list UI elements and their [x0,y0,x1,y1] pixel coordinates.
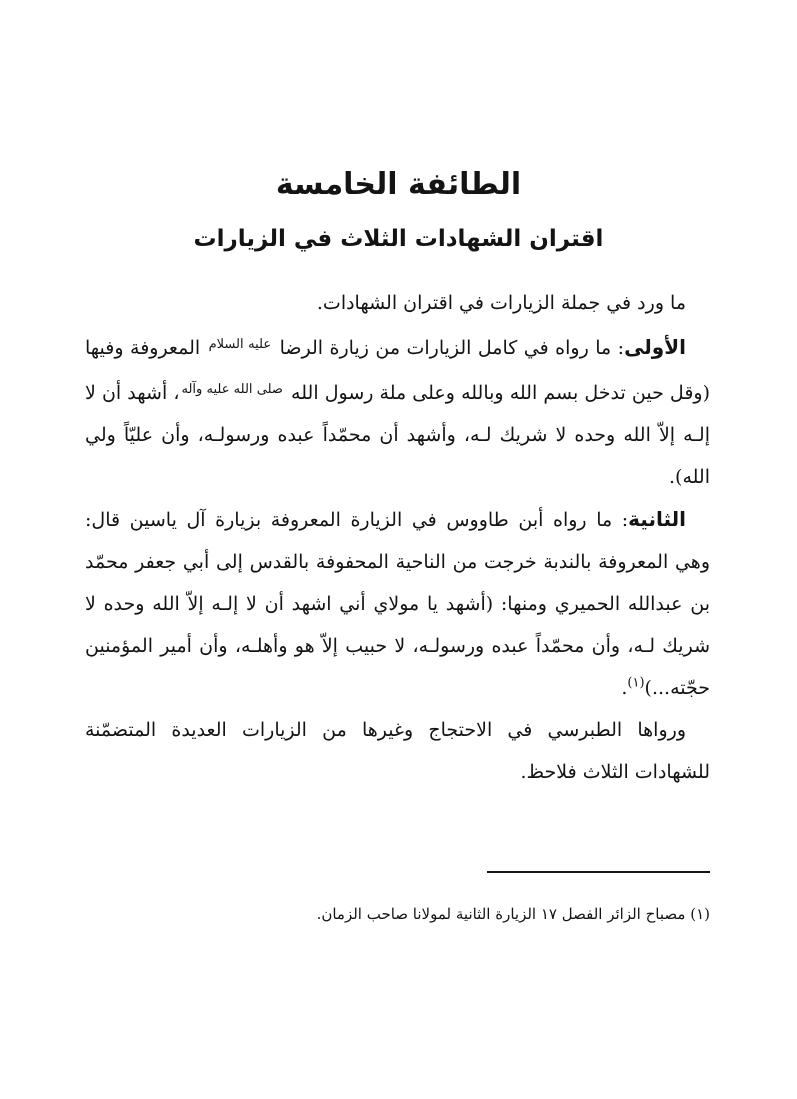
paragraph-second: الثانية: ما رواه أبن طاووس في الزيارة المعروفة بزيارة آل ياسين قال: وهي المعروفة بالندبة خرجت من الناحية المحفوفة بالقدس إلى أبي جعفر محمّد بن عبدالله الحميري ومنها: (أشهد يا مولاي أني اشهد أن لا إلـه إلاّ الله وحده لا شريك لـه، وأن محمّداً عبده ورسولـه، لا حبيب إلاّ هو وأهلـه، وأن أمير المؤمنين حجّته...)$^{(١)}$. [85,507,710,699]
footnote-text: مصباح الزائر الفصل ١٧ الزيارة الثانية لمولانا صاحب الزمان. [316,905,686,923]
first-text-1: : ما رواه في كامل الزيارات من زيارة الرضا [279,337,625,359]
footnote [85,901,710,927]
intro-paragraph: ما ورد في جملة الزيارات في اقتران الشهادات. [316,292,686,314]
honorific-ligature-2: صلى الله عليه وآله [181,382,283,397]
second-text: : ما رواه أبن طاووس في الزيارة المعروفة بزيارة آل ياسين قال: وهي المعروفة بالندبة خرجت من الناحية المحفوفة بالقدس إلى أبي جعفر محمّد بن عبدالله الحميري ومنها: (أشهد يا مولاي أني اشهد أن لا إلـه إلاّ الله وحده لا شريك لـه، وأن محمّداً عبده ورسولـه، لا حبيب إلاّ هو وأهلـه، وأن أمير المؤمنين حجّته...) [85,509,710,699]
footnote-reference: (١) [627,675,645,691]
footnote-divider [487,871,710,873]
first-text-2: المعروفة وفيها (وقل حين تدخل بسم الله وبالله وعلى ملة رسول الله [85,337,710,404]
footnote-number: (١) [690,905,710,923]
paragraph-first [85,324,710,498]
honorific-ligature-1: عليه السلام [208,337,272,352]
second-label: الثانية [628,507,686,531]
first-label: الأولى [624,335,686,359]
section-subtitle: اقتران الشهادات الثلاث في الزيارات [193,226,604,252]
paragraph-closing: ورواها الطبرسي في الاحتجاج وغيرها من الزيارات العديدة المتضمّنة للشهادات الثلاث فلاحظ. [85,719,710,783]
section-title: الطائفة الخامسة [275,167,522,202]
first-text-3: ، أشهد أن لا إلـه إلاّ الله وحده لا شريك لـه، وأشهد أن محمّداً عبده ورسولـه، وأن عليّاً ولي الله). [85,382,710,488]
body-text [85,282,710,793]
